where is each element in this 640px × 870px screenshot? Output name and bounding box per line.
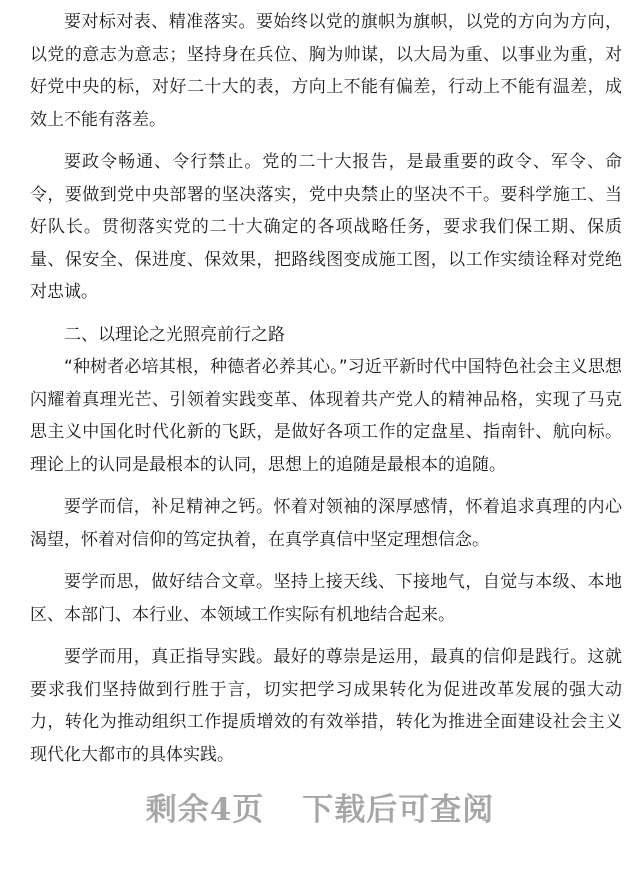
document-body (30, 6, 622, 781)
remaining-pages-text[interactable]: 剩余4页 (145, 792, 265, 828)
paragraph-learn-believe: 要学而信，补足精神之钙。怀着对领袖的深厚感情，怀着追求真理的内心渴望，怀着对信仰的笃定执着，在真学真信中坚定理想信念。 (30, 497, 622, 550)
paragraph-learn-think: 要学而思，做好结合文章。坚持上接天线、下接地气，自觉与本级、本地区、本部门、本行业、本领域工作实际有机地结合起来。 (30, 572, 622, 625)
paragraph-orders: 要政令畅通、令行禁止。党的二十大报告，是最重要的政令、军令、命令，要做到党中央部署的坚决落实，党中央禁止的坚决不干。要科学施工、当好队长。贯彻落实党的二十大确定的各项战略任务，要求我们保工期、保质量、保安全、保进度、保效果，把路线图变成施工图，以工作实绩诠释对党绝对忠诚。 (30, 152, 622, 302)
download-prompt[interactable] (0, 784, 640, 829)
section-heading: 二、以理论之光照亮前行之路 (64, 324, 285, 345)
paragraph-learn-apply: 要学而用，真正指导实践。最好的尊崇是运用，最真的信仰是践行。这就要求我们坚持做到行胜于言，切实把学习成果转化为促进改革发展的强大动力，转化为推动组织工作提质增效的有效举措，转化为推进全面建设社会主义现代化大都市的具体实践。 (30, 647, 622, 765)
download-to-view-text[interactable]: 下载后可查阅 (302, 792, 495, 828)
paragraph-benchmark: 要对标对表、精准落实。要始终以党的旗帜为旗帜，以党的方向为方向，以党的意志为意志；坚持身在兵位、胸为帅谋，以大局为重、以事业为重，对好党中央的标，对好二十大的表，方向上不能有偏差，行动上不能有温差，成效上不能有落差。 (30, 12, 622, 130)
paragraph-theory: “种树者必培其根，种德者必养其心。”习近平新时代中国特色社会主义思想闪耀着真理光芒、引领着实践变革、体现着共产党人的精神品格，实现了马克思主义中国化时代化新的飞跃，是做好各项工作的定盘星、指南针、航向标。理论上的认同是最根本的认同，思想上的追随是最根本的追随。 (30, 357, 622, 475)
